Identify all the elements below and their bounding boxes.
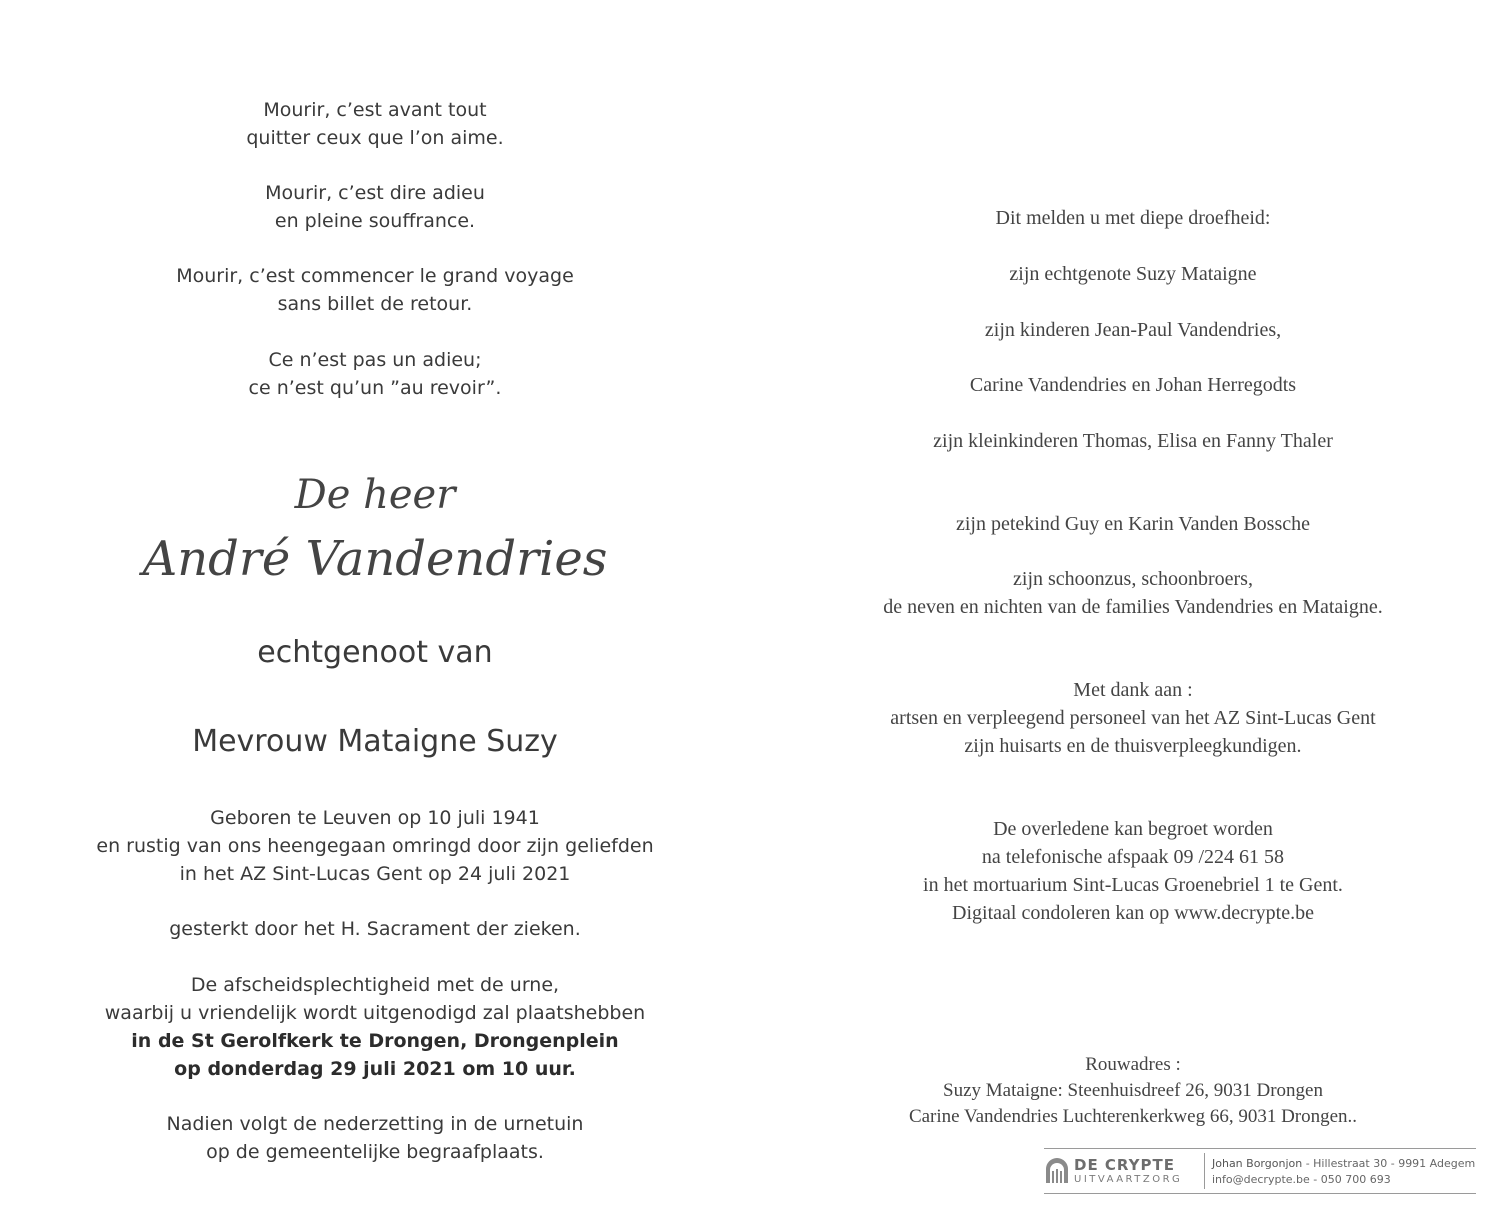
poem-stanza-2 xyxy=(70,179,680,235)
passing-text: in het AZ Sint-Lucas Gent op 24 juli 2021 xyxy=(179,863,571,885)
announcement-intro: Dit melden u met diepe droefheid: xyxy=(995,207,1271,229)
visitation-line: in het mortuarium Sint-Lucas Groenebriel 1 te Gent. xyxy=(923,874,1343,896)
announcement-spouse: zijn echtgenote Suzy Mataigne xyxy=(1009,263,1257,285)
announcement-children: zijn kinderen Jean-Paul Vandendries, xyxy=(984,319,1282,341)
ceremony-details xyxy=(70,971,680,1083)
burial-text: op de gemeentelijke begraafplaats. xyxy=(206,1141,544,1163)
announcement-children-2: Carine Vandendries en Johan Herregodts xyxy=(969,374,1297,396)
thanks-line: artsen en verpleegend personeel van het AZ Sint-Lucas Gent xyxy=(890,707,1376,729)
poem-stanza-3 xyxy=(70,262,680,318)
deceased-salutation: De heer xyxy=(294,472,456,518)
arch-icon xyxy=(1044,1158,1070,1184)
brand-name: DE CRYPTE xyxy=(1074,1156,1175,1174)
life-details xyxy=(70,804,680,888)
sacrament-text: gesterkt door het H. Sacrament der zieken. xyxy=(169,918,581,940)
visitation-line: na telefonische afspaak 09 /224 61 58 xyxy=(981,846,1285,868)
family-line: de neven en nichten van de families Vandendries en Mataigne. xyxy=(883,596,1383,618)
relation-text: echtgenoot van xyxy=(257,635,493,670)
contact-info xyxy=(1212,1156,1475,1188)
thanks-block xyxy=(838,676,1428,760)
poem-line: en pleine souffrance. xyxy=(274,210,476,232)
deceased-name: André Vandendries xyxy=(142,531,608,587)
poem-line: Mourir, c’est commencer le grand voyage xyxy=(176,265,574,287)
ceremony-date: op donderdag 29 juli 2021 om 10 uur. xyxy=(174,1058,576,1080)
visitation-block xyxy=(838,815,1428,927)
contact-name: Johan Borgonjon xyxy=(1212,1157,1303,1170)
contact-line xyxy=(1212,1156,1475,1172)
ceremony-place: in de St Gerolfkerk te Drongen, Drongenplein xyxy=(131,1030,619,1052)
brand-logo xyxy=(1044,1155,1190,1187)
poem-line: Mourir, c’est avant tout xyxy=(263,99,487,121)
birth-text: Geboren te Leuven op 10 juli 1941 xyxy=(210,807,540,829)
burial-details xyxy=(70,1110,680,1166)
ceremony-text: De afscheidsplechtigheid met de urne, xyxy=(190,974,560,996)
passing-text: en rustig van ons heengegaan omringd door zijn geliefden xyxy=(96,835,654,857)
poem-stanza-1 xyxy=(70,96,680,152)
poem-line: Mourir, c’est dire adieu xyxy=(265,182,485,204)
contact-email-phone: info@decrypte.be - 050 700 693 xyxy=(1212,1173,1391,1186)
announcement-godchild: zijn petekind Guy en Karin Vanden Bossche xyxy=(956,513,1310,535)
announcement-family xyxy=(838,565,1428,621)
thanks-title: Met dank aan : xyxy=(1073,679,1193,701)
family-line: zijn schoonzus, schoonbroers, xyxy=(1013,568,1253,590)
ceremony-text: waarbij u vriendelijk wordt uitgenodigd zal plaatshebben xyxy=(104,1002,646,1024)
contact-address: - Hillestraat 30 - 9991 Adegem xyxy=(1302,1157,1476,1170)
poem-line: Ce n’est pas un adieu; xyxy=(268,349,482,371)
visitation-line: De overledene kan begroet worden xyxy=(993,818,1273,840)
condolence-line: Digitaal condoleren kan op www.decrypte.be xyxy=(952,902,1314,924)
address-line: Suzy Mataigne: Steenhuisdreef 26, 9031 Drongen xyxy=(943,1080,1323,1101)
poem-line: ce n’est qu’un ”au revoir”. xyxy=(248,377,502,399)
thanks-line: zijn huisarts en de thuisverpleegkundigen. xyxy=(964,735,1302,757)
spouse-name: Mevrouw Mataigne Suzy xyxy=(192,724,558,759)
burial-text: Nadien volgt de nederzetting in de urnetuin xyxy=(166,1113,584,1135)
brand-subtitle: UITVAARTZORG xyxy=(1074,1174,1183,1185)
poem-line: quitter ceux que l’on aime. xyxy=(246,127,504,149)
mourning-address xyxy=(838,1052,1428,1130)
footer-divider xyxy=(1204,1153,1205,1189)
poem-line: sans billet de retour. xyxy=(277,293,473,315)
funeral-home-footer xyxy=(1044,1148,1476,1194)
announcement-grandchildren: zijn kleinkinderen Thomas, Elisa en Fanny Thaler xyxy=(933,430,1333,452)
address-title: Rouwadres : xyxy=(1085,1054,1181,1075)
address-line: Carine Vandendries Luchterenkerkweg 66, 9031 Drongen.. xyxy=(908,1106,1358,1127)
poem-stanza-4 xyxy=(70,346,680,402)
